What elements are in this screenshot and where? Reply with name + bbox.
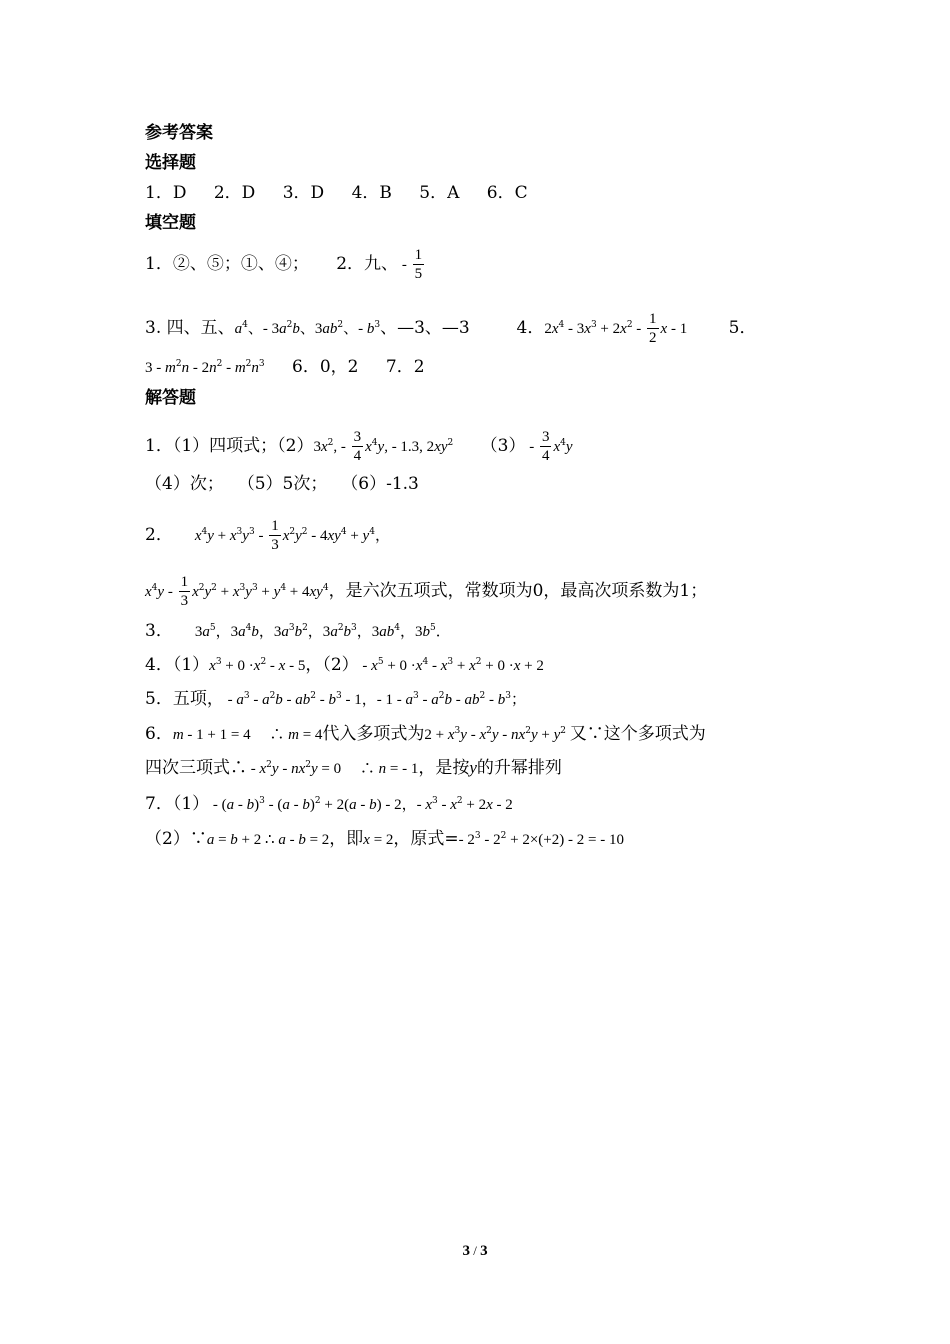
- choice-heading: 选择题: [145, 153, 196, 173]
- solve-q1-line2: （4）次； （5）5次； （6）-1.3: [145, 474, 419, 494]
- solve-q6-line2: 四次三项式∴ - $x^2y - nx^2y = 0$ ∴ n = - 1，是按y的升幂排列: [145, 758, 562, 778]
- solve-q1: 1．（1）四项式；$(2)3x^2$, - $\frac{3}{4}$ $x^4y$, - 1.3, $2xy^2$ （3） - $\frac{3}{4}$ $x^4y$: [145, 429, 573, 464]
- choice-answer: 3．D: [282, 183, 325, 203]
- choice-answer: 1．D: [145, 183, 187, 203]
- choice-answer: 5．A: [419, 183, 460, 203]
- fill-q5-q7: $3 - m^2n - 2n^2 - m^2n^3$ 6．0，2 7．2: [145, 357, 425, 377]
- choice-answer: 6．C: [486, 183, 528, 203]
- fill-q6: 6．0，2: [292, 357, 359, 377]
- solve-q7: 7．（1） - (a - b)$^3$ - (a - b)$^2$ + 2(a - b) - 2，- $x^3 - x^2 + 2x - 2$: [145, 794, 513, 814]
- fill-q5: 5．: [728, 318, 757, 338]
- solve-q6: 6．m - 1 + 1 = 4 ∴ m = 4代入多项式为$2 + x^3y - x^2y - nx^2y + y^2$ 又∵这个多项式为: [145, 724, 706, 744]
- page-title: 参考答案: [145, 123, 213, 143]
- fill-q2: 2．九、: [336, 254, 399, 274]
- fill-q1-q2: 1．②、⑤；①、④； 2．九、 - $\frac{1}{5}$: [145, 247, 423, 282]
- solve-q3: 3． $3a^5$，$3a^4b$，$3a^3b^2$，$3a^2b^3$，$3ab^4$，$3b^5$．: [145, 621, 451, 641]
- page-number: 3 / 3: [462, 1243, 488, 1259]
- solve-q2: 2． $x^4y + x^3y^3$ - $\frac{1}{3}$ $x^2y^2 - 4xy^4 + y^4$，: [145, 518, 390, 553]
- choice-answers: [145, 182, 528, 204]
- fill-q3: 3. 四、五、: [145, 318, 235, 338]
- solve-q4: 4．$(1)x^3 + 0 \cdot x^2 - x - 5$，$(2) - x^5 + 0 \cdot x^4 - x^3 + x^2 + 0 \cdot x + 2$: [145, 655, 544, 675]
- fill-heading: 填空题: [145, 213, 196, 233]
- fill-q7: 7．2: [385, 357, 425, 377]
- solve-q2-line2: $x^4y$ - $\frac{1}{3}$ $x^2y^2 + x^3y^3 + y^4 + 4xy^4$，是六次五项式，常数项为0，最高次项系数为1；: [145, 574, 708, 609]
- fraction: $\frac{1}{5}$: [414, 247, 423, 282]
- solve-q7-line2: （2）∵a = b + 2 ∴ a - b = 2，即x = 2，原式=- $2^3 - 2^2 + 2\times(+2) - 2$ = - 10: [145, 829, 624, 849]
- fill-q1: 1．②、⑤；①、④；: [145, 254, 309, 274]
- solve-heading: 解答题: [145, 388, 196, 408]
- fill-q3-q5: 3. 四、五、$a^4$、- $3a^2b$、$3ab^2$、- $b^3$、—3、—3 4．$2x^4 - 3x^3 + 2x^2$ - $\frac{1}{2}$ x - 1 5．: [145, 311, 757, 346]
- fill-q4: 4．: [516, 318, 545, 338]
- choice-answer: 2．D: [213, 183, 256, 203]
- solve-q5: 5．五项， - $a^3 - a^2b - ab^2 - b^3 - 1$，- $1 - a^3 - a^2b - ab^2 - b^3$；: [145, 689, 526, 709]
- choice-answer: 4．B: [351, 183, 392, 203]
